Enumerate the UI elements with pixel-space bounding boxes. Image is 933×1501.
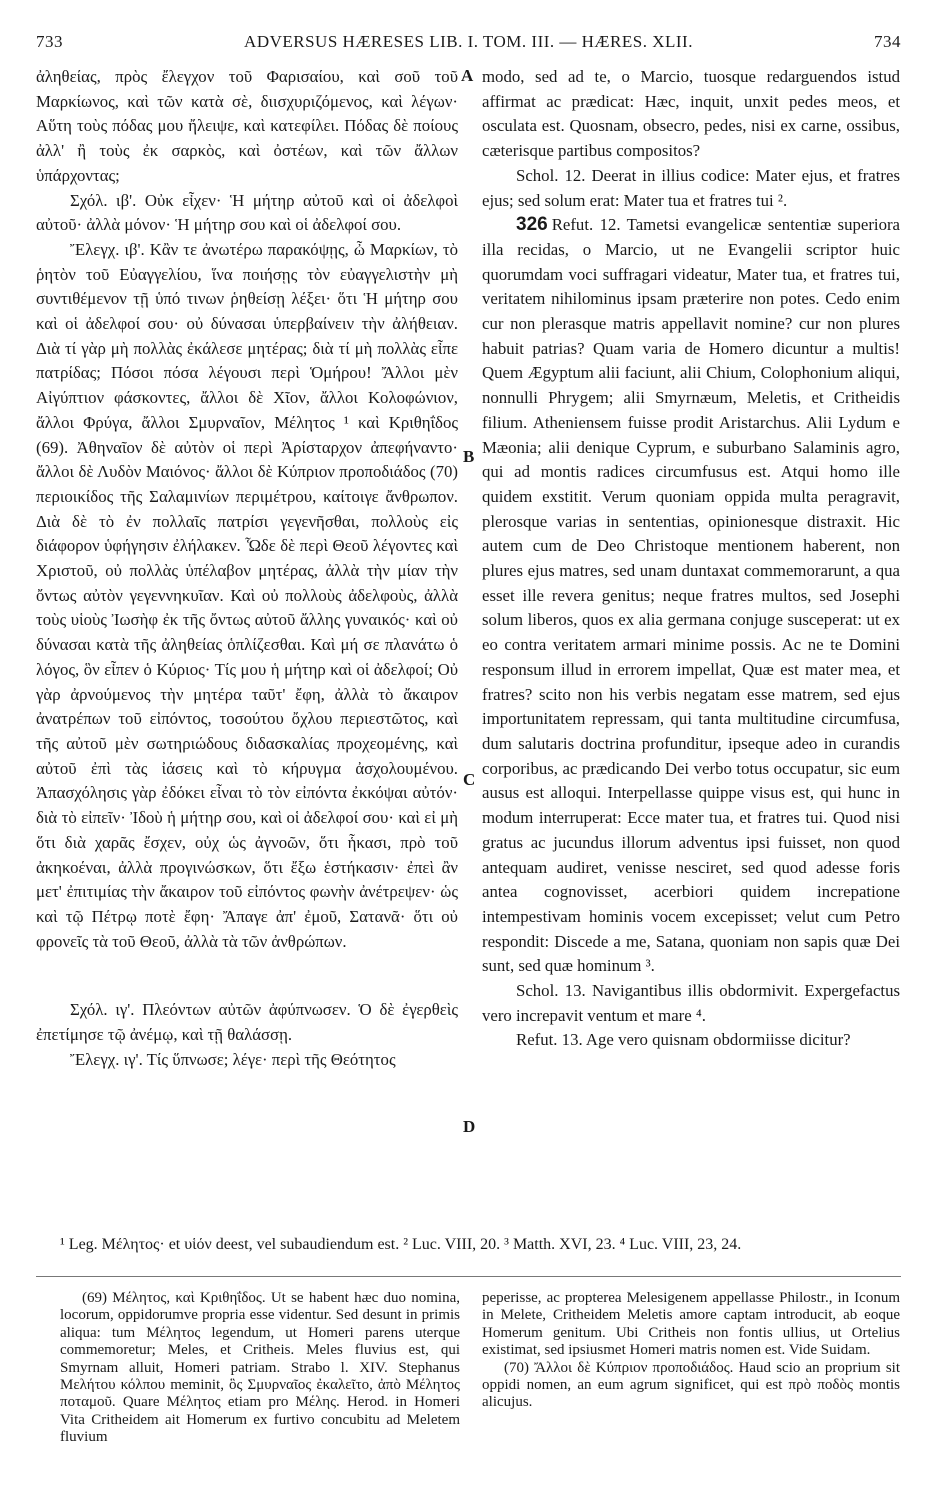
greek-paragraph: Σχόλ. ιβ'. Οὐκ εἶχεν· Ἡ μήτηρ αὐτοῦ καὶ οἱ ἀδελφοὶ αὐτοῦ· ἀλλὰ μόνον· Ἡ μήτηρ σου καὶ οἱ ἀδελφοί σου. bbox=[36, 190, 458, 235]
latin-column bbox=[482, 65, 900, 1053]
greek-paragraph: Σχόλ. ιγ'. Πλεόντων αὐτῶν ἀφύπνωσεν. Ὁ δὲ ἐγερθεὶς ἐπετίμησε τῷ ἀνέμῳ, καὶ τῇ θαλάσσῃ. bbox=[36, 1000, 458, 1045]
footnote-divider bbox=[36, 1276, 901, 1277]
greek-column bbox=[36, 65, 458, 1072]
greek-paragraph: Ἔλεγχ. ιβ'. Κἂν τε ἀνωτέρω παρακόψῃς, ὦ Μαρκίων, τὸ ῥητὸν τοῦ Εὐαγγελίου, ἵνα ποιήσῃς τὸν εὐαγγελιστὴν μὴ συντιθέμενον τῇ ὑπό τινων ῥηθείσῃ λέξει· ὅτι Ἡ μήτηρ σου καὶ οἱ ἀδελφοί σου· οὐ δύνασαι ὑπερβαίνειν τὴν ἀλήθειαν. Διὰ τί γὰρ μὴ πολλὰς ἐκάλεσε μητέρας; διὰ τί μὴ πολλὰς εἶπε πατρίδας; Πόσοι πόσα λέγουσι περὶ Ὁμήρου! Ἄλλοι μὲν Αἰγύπτιον φάσκοντες, ἄλλοι δὲ Χῖον, ἄλλοι Κολοφώνιον, ἄλλοι Φρύγα, ἄλλοι Σμυρναῖον, Μέλητος ¹ καὶ Κριθηΐδος (69). Ἀθηναῖον δὲ αὐτὸν οἱ περὶ Ἀρίσταρχον ἀπεφήναντο· ἄλλοι δὲ Λυδὸν Μαιόνος· ἄλλοι δὲ Κύπριον προποδιάδος (70) περιοικίδος τῆς Σαλαμινίων περιμέτρου, καίτοιγε ἄνθρωπον. Διὰ δὲ τὸ ἐν πολλαῖς πατρίσι γεγενῆσθαι, πολλοὺς εἰς διάφορον ὑφήγησιν ἐλήλακεν. Ὧδε δὲ περὶ Θεοῦ λέγοντες καὶ Χριστοῦ, οὐ πολλὰς ὑπέλαβον μητέρας, ἀλλὰ τὴν μίαν τὴν ὄντως αὐτὸν γεγεννηκυῖαν. Καὶ οὐ πολλοὺς ἀδελφοὺς, ἀλλὰ τοὺς υἱοὺς Ἰωσὴφ ἐκ τῆς ὄντως αὐτοῦ ἄλλης γυναικός· καὶ οὐ δύνασαι κατὰ τῆς ἀληθείας ὁπλίζεσθαι. Καὶ μή σε πλανάτω ὁ λόγος, ὃν εἶπεν ὁ Κύριος· Τίς μου ἡ μήτηρ καὶ οἱ ἀδελφοί; Οὐ γὰρ ἀρνούμενος τὴν μητέρα ταῦτ' ἔφη, ἀλλὰ τὸ ἄκαιρον ἀνατρέπων τοῦ εἰπόντος, τοσούτου ὄχλου περιεστῶτος, καὶ τῆς αὐτοῦ μὲν σωτηριώδους διδασκαλίας προχεομένης, καὶ αὐτοῦ ἐπὶ τὰς ἰάσεις καὶ τὸ κήρυγμα ἀσχολουμένου. Ἀπασχόλησις γὰρ ἐδόκει εἶναι τὸ τὸν εἰπόντα ἐκκόψαι αὐτόν· διὰ τὸ εἰπεῖν· Ἰδοὺ ἡ μήτηρ σου, καὶ οἱ ἀδελφοί σου· καὶ εἰ μὴ ὅτι διὰ χαρᾶς ἔσχεν, οὐχ ὡς ἀγνοῶν, ὅτι ἧκασι, πρὸ τοῦ ἀκηκοέναι, ἀλλὰ προγινώσκων, ὅτι ἔξω ἑστήκασιν· ἐπεὶ ἂν μετ' ἐπιτιμίας τὴν ἄκαιρον τοῦ εἰπόντος φωνὴν ἀνέτρεψεν· ὡς καὶ τῷ Πέτρῳ ποτὲ ἔφη· Ἄπαγε ἀπ' ἐμοῦ, Σατανᾶ· ὅτι οὐ φρονεῖς τὰ τοῦ Θεοῦ, ἀλλὰ τὰ τῶν ἀνθρώπων. bbox=[36, 239, 458, 951]
margin-letter-d: D bbox=[463, 1117, 476, 1136]
footnote-references: ¹ Leg. Μέλητος· et υἱόν deest, vel subaudiendum est. ² Luc. VIII, 20. ³ Matth. XVI, 23. ⁴ Luc. VIII, 23, 24. bbox=[60, 1236, 742, 1253]
section-number: 326 bbox=[516, 214, 548, 236]
margin-letter-b: B bbox=[463, 447, 475, 466]
latin-paragraph: Schol. 12. Deerat in illius codice: Mater ejus, et fratres ejus; sed solum erat: Mater tua et fratres tui ². bbox=[482, 165, 900, 210]
latin-paragraph: Refut. 13. Age vero quisnam obdormiisse dicitur? bbox=[516, 1030, 851, 1050]
note-paragraph: peperisse, ac propterea Melesigenem appellasse Philostr., in Iconum in Melete, Critheidem Meletis amore captam introducit, ab eoque Homerum genitum. Ubi Critheis non fontis ullius, ut Ortelius existimat, sed ipsiusmet Homeri matris nomen est. Vide Suidam. bbox=[482, 1290, 900, 1359]
margin-letter-a: A bbox=[461, 66, 474, 85]
notes-left-column bbox=[60, 1290, 460, 1447]
page-title: ADVERSUS HÆRESES LIB. I. TOM. III. — HÆRES. XLII. bbox=[244, 32, 693, 51]
note-paragraph: (70) Ἄλλοι δὲ Κύπριον προποδιάδος. Haud scio an proprium sit oppidi nomen, an eum agrum significet, qui est πρὸ ποδὸς montis alicujus. bbox=[482, 1359, 900, 1411]
page-number-left: 733 bbox=[36, 32, 63, 51]
latin-paragraph: 326 Refut. 12. Tametsi evangelicæ sententiæ superiora illa recidas, o Marcio, ut ne Evangelii scriptor huic quorumdam voci suffragari videatur, Mater tua, et fratres tui, veritatem nihilominus ipsam præterire non potes. Cedo enim cur non plerasque matris appellavit nomine? cur non plures habuit patrias? Quam varia de Homero dicuntur a multis! Quem Ægyptum alii faciunt, alii Chium, Colophonium aliqui, nonnulli Phrygem; alii Smyrnæum, Meletis, et Critheidis filium. Atheniensem fuisse prodit Aristarchus. Alii Lydum e Mæonia; alii denique Cyprum, e suburbano Salaminis agro, qui ad montis radices circumfusus est. Atqui homo ille quidem exstitit. Verum quoniam oppida multa peragravit, plerosque varias in sententias, opinionesque distraxit. Hic autem cum de Deo Christoque mentionem haberent, non plures ejus matres, sed unam duntaxat commemorarunt, a qua esset ille revera genitus; neque fratres multos, sed Josephi solum liberos, quos ex alia germana conjuge susceperat: ut ex eo contra veritatem armari minime possis. Ac ne te Domini responsum illud in errorem impellat, Quæ est mater mea, et fratres? scito non his verbis negatam esse matrem, sed ejus importunitatem repressam, qui tanta multitudine circumfusa, dum salutaris doctrina profunditur, ipseque adeo in curandis corporibus, ac prædicando Dei verbo totus occupatur, sic eum ausus est alloqui. Interpellasse quippe visus est, qui hunc in modum interruperat: Ecce mater tua, et fratres tui. Quod nisi gratus ac jucundus illorum adventus ipsi fuisset, non quod antequam audiret, venisse nesciret, sed quod adesse foris antea cognovisset, acerbiori quidem increpatione intempestivam hominis vocem excepisset; velut cum Petro respondit: Discede a me, Satana, quoniam non sapis quæ Dei sunt, sed quæ hominum ³. bbox=[482, 214, 900, 976]
running-header bbox=[36, 32, 901, 58]
page-number-right: 734 bbox=[874, 32, 901, 51]
greek-paragraph: ἀληθείας, πρὸς ἔλεγχον τοῦ Φαρισαίου, καὶ σοῦ τοῦ Μαρκίωνος, καὶ τῶν κατὰ σὲ, διισχυριζόμενος, καὶ λέγων· Αὕτη τοὺς πόδας μου ἤλειψε, καὶ κατεφίλει. Πόδας δὲ ποίους ἀλλ' ἢ τοὺς ἐκ σαρκὸς, καὶ ὀστέων, καὶ τῶν ἄλλων ὑπάρχοντας; bbox=[36, 67, 458, 185]
margin-letter-c: C bbox=[463, 770, 476, 789]
greek-paragraph: Ἔλεγχ. ιγ'. Τίς ὕπνωσε; λέγε· περὶ τῆς Θεότητος bbox=[70, 1049, 396, 1069]
latin-paragraph: Schol. 13. Navigantibus illis obdormivit. Expergefactus vero increpavit ventum et mare ⁴. bbox=[482, 981, 900, 1025]
notes-right-column bbox=[482, 1290, 900, 1412]
latin-paragraph: modo, sed ad te, o Marcio, tuosque redarguendos istud affirmat ac prædicat: Hæc, inquit, unxit pedes meos, et osculata est. Quosnam, obsecro, pedes, nisi ex carne, ossibus, cæterisque partibus compositos? bbox=[482, 67, 900, 161]
note-paragraph: (69) Μέλητος, καὶ Κριθηΐδος. Ut se habent hæc duo nomina, locorum, oppidorumve propria esse videntur. Sed desunt in primis aliqua: tum Μέλητος legendum, ut Homeri parens uterque commemoretur; Meles, et Critheis. Meles fluvius est, qui Smyrnam alluit, Homeri patriam. Strabo l. XIV. Stephanus Μελήτου κόλπου meminit, ὃς Σμυρναῖος ἐκαλεῖτο, ἀπὸ Μέλητος ποταμοῦ. Quare Μέλητος etiam pro Μέλης. Herod. in Homeri Vita Critheidem ait Homerum ex furtivo concubitu ad Meletem fluvium bbox=[60, 1290, 460, 1446]
